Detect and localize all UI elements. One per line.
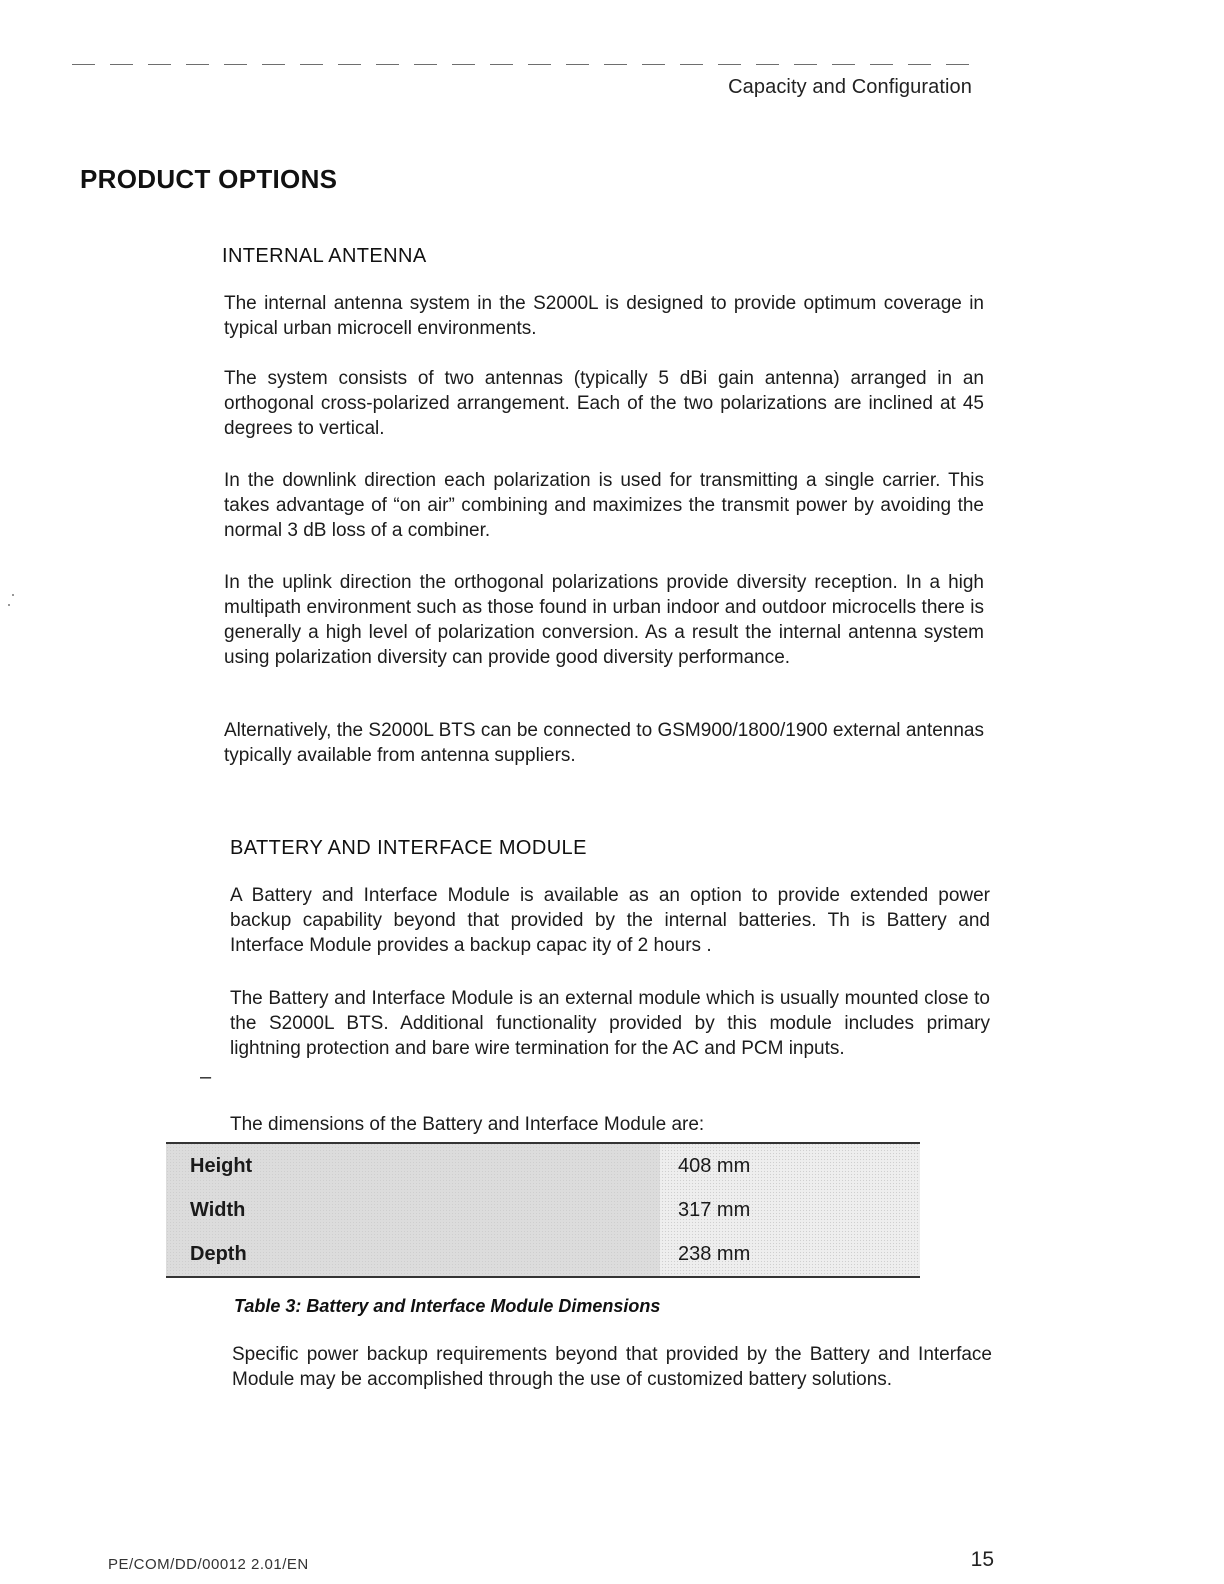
running-header: Capacity and Configuration	[728, 76, 972, 98]
internal-antenna-paragraph-2: The system consists of two antennas (typically 5 dBi gain antenna) arranged in an orthogonal cross-polarized arrangement. Each of the two polarizations are inclined at 45 degrees to vertical.	[224, 368, 984, 439]
page-title: PRODUCT OPTIONS	[80, 164, 338, 194]
page-number: 15	[970, 1548, 994, 1571]
battery-module-heading: BATTERY AND INTERFACE MODULE	[230, 837, 587, 859]
battery-module-closing-paragraph: Specific power backup requirements beyond that provided by the Battery and Interface Module may be accomplished through the use of customized battery solutions.	[232, 1344, 992, 1390]
scan-speck	[12, 594, 14, 596]
dimension-label-depth: Depth	[166, 1232, 660, 1277]
document-code: PE/COM/DD/00012 2.01/EN	[108, 1556, 309, 1573]
internal-antenna-paragraph-5: Alternatively, the S2000L BTS can be connected to GSM900/1800/1900 external antennas typically available from antenna suppliers.	[224, 720, 984, 766]
internal-antenna-heading: INTERNAL ANTENNA	[222, 245, 427, 267]
dimension-value-height: 408 mm	[678, 1154, 751, 1177]
table-row	[166, 1188, 920, 1232]
battery-module-paragraph-3: The dimensions of the Battery and Interface Module are:	[230, 1114, 705, 1135]
dimensions-table	[166, 1142, 920, 1278]
scan-speck	[8, 604, 10, 606]
internal-antenna-paragraph-3: In the downlink direction each polarization is used for transmitting a single carrier. This takes advantage of “on air” combining and maximizes the transmit power by avoiding the normal 3 dB loss of a combiner.	[224, 470, 984, 541]
table-row	[166, 1232, 920, 1277]
dimension-label-width: Width	[166, 1188, 660, 1232]
margin-change-mark: –	[200, 1066, 212, 1088]
dimension-label-height: Height	[166, 1143, 660, 1188]
internal-antenna-paragraph-4: In the uplink direction the orthogonal polarizations provide diversity reception. In a high multipath environment such as those found in urban indoor and outdoor microcells there is generally a high level of polarization conversion. As a result the internal antenna system using polarization diversity can provide good diversity performance.	[224, 572, 984, 668]
table-row	[166, 1143, 920, 1188]
table-caption: Table 3: Battery and Interface Module Dimensions	[234, 1296, 661, 1316]
battery-module-paragraph-2: The Battery and Interface Module is an external module which is usually mounted close to the S2000L BTS. Additional functionality provided by this module includes primary lightning protection and bare wire termination for the AC and PCM inputs.	[230, 988, 990, 1059]
dimension-value-width: 317 mm	[678, 1198, 751, 1221]
internal-antenna-paragraph-1: The internal antenna system in the S2000L is designed to provide optimum coverage in typical urban microcell environments.	[224, 293, 984, 339]
battery-module-paragraph-1: A Battery and Interface Module is available as an option to provide extended power backup capability beyond that provided by the internal batteries. Th is Battery and Interface Module provides a backup capac ity of 2 hours .	[230, 885, 990, 956]
header-rule	[72, 64, 984, 66]
dimension-value-depth: 238 mm	[678, 1242, 751, 1265]
